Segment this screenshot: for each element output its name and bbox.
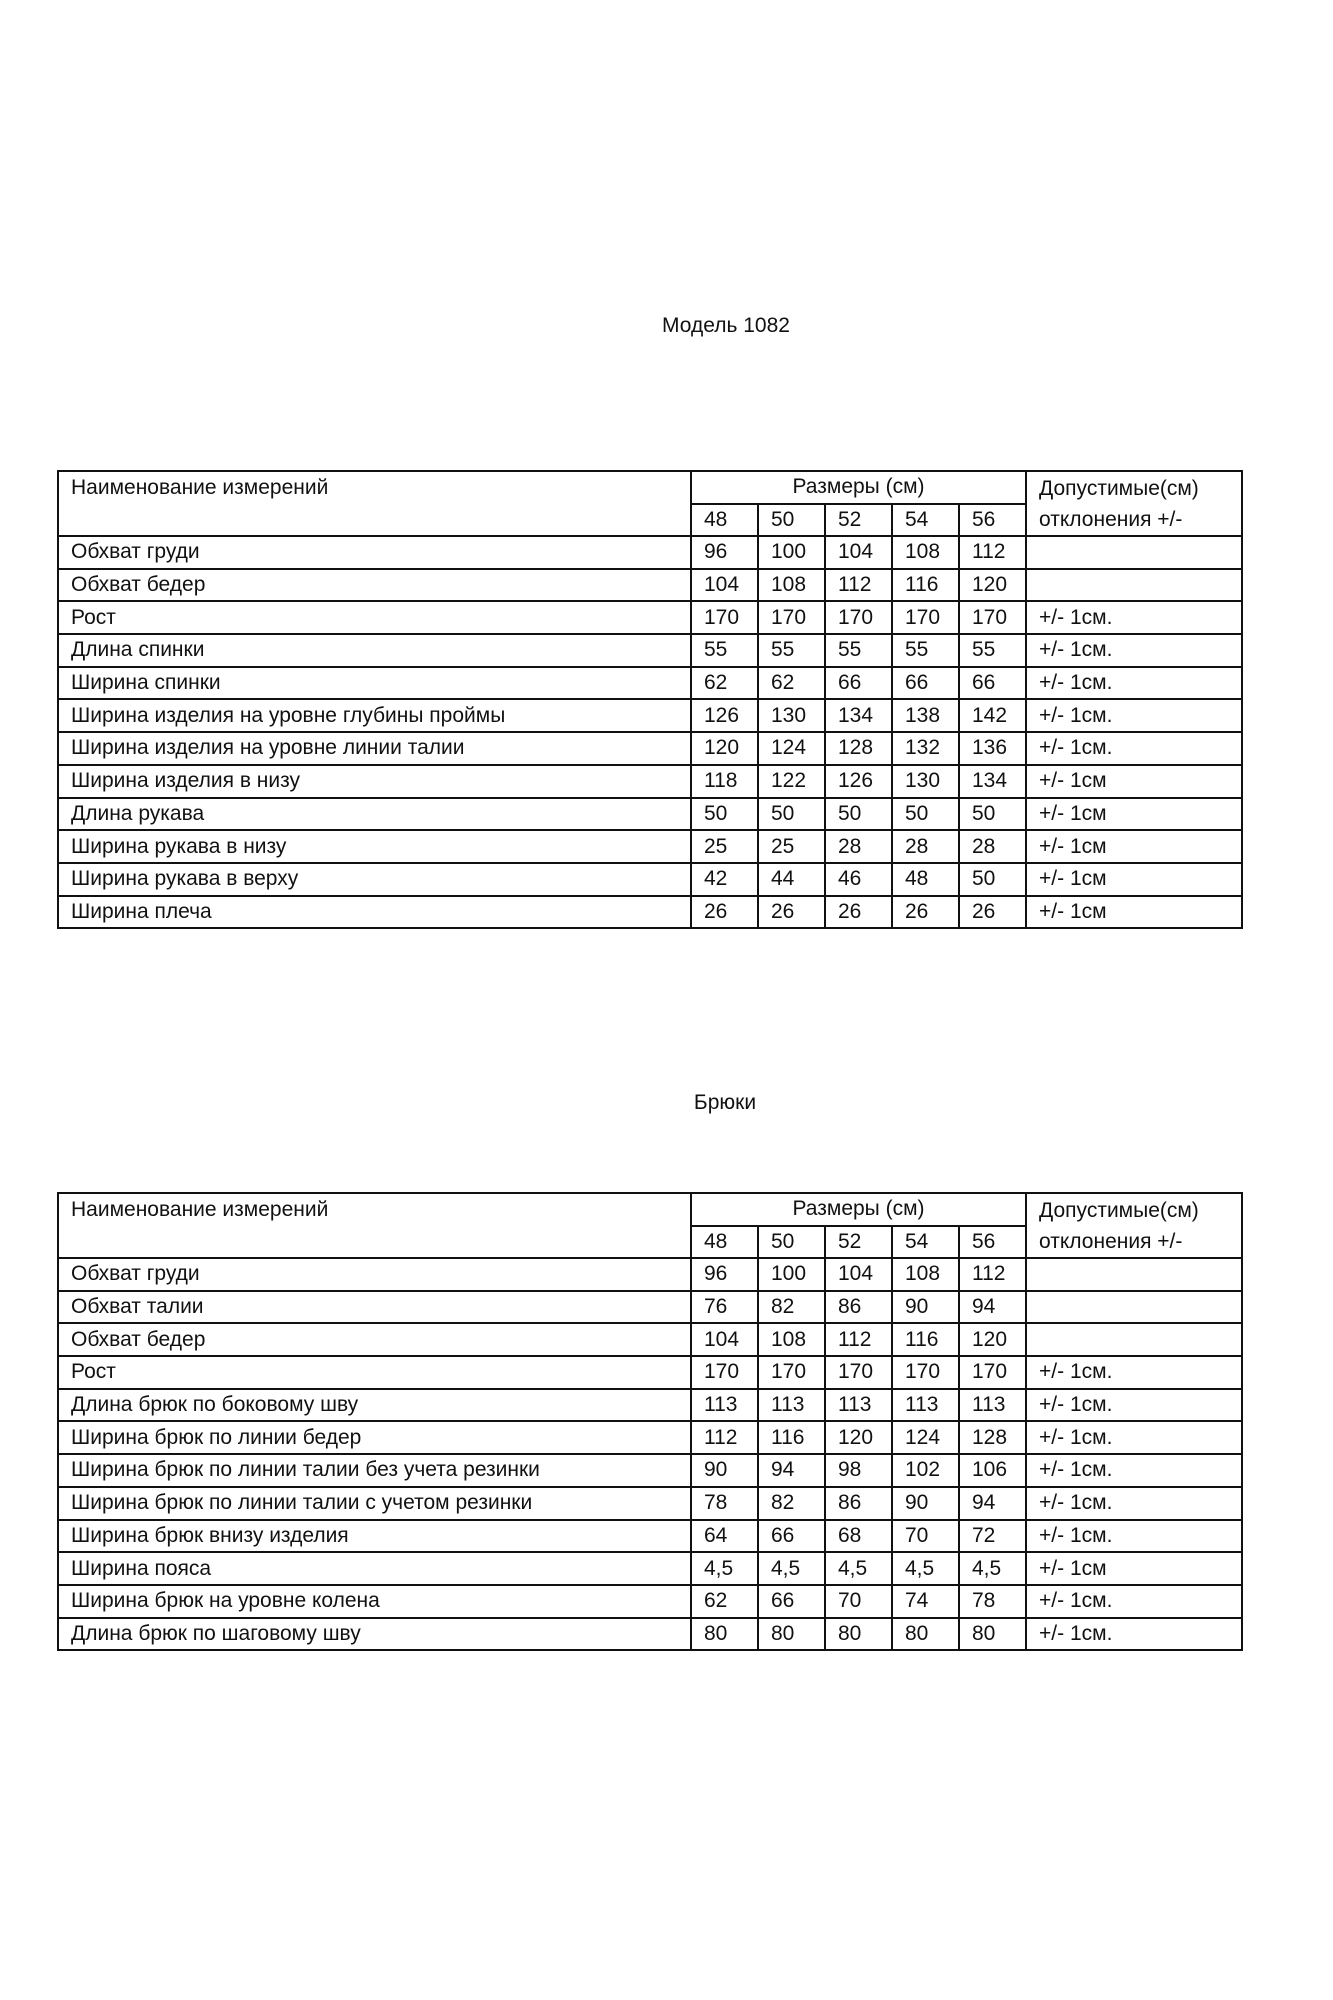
measurement-name: Рост [58, 601, 691, 634]
size-chart-table-model [57, 470, 1243, 929]
size-chart-table-trousers [57, 1192, 1243, 1651]
size-value: 26 [758, 896, 825, 929]
size-value: 66 [959, 667, 1026, 700]
header-row [58, 471, 1242, 504]
column-header-name: Наименование измерений [58, 471, 691, 536]
size-value: 98 [825, 1454, 892, 1487]
tolerance-value: +/- 1см. [1026, 1487, 1242, 1520]
tolerance-value: +/- 1см. [1026, 1421, 1242, 1454]
size-header-cell: 50 [758, 1226, 825, 1259]
table-row [58, 634, 1242, 667]
measurement-name: Обхват груди [58, 1258, 691, 1291]
size-value: 126 [825, 765, 892, 798]
size-header-cell: 50 [758, 504, 825, 537]
size-value: 96 [691, 536, 758, 569]
size-value: 25 [758, 830, 825, 863]
table-row [58, 1487, 1242, 1520]
size-value: 4,5 [758, 1552, 825, 1585]
size-header-cell: 48 [691, 504, 758, 537]
tolerance-value: +/- 1см. [1026, 667, 1242, 700]
size-value: 80 [959, 1618, 1026, 1651]
tolerance-value: +/- 1см [1026, 1552, 1242, 1585]
measurement-name: Ширина брюк внизу изделия [58, 1520, 691, 1553]
size-header-cell: 54 [892, 504, 959, 537]
size-value: 170 [825, 1356, 892, 1389]
tolerance-value [1026, 1291, 1242, 1324]
tolerance-value [1026, 1323, 1242, 1356]
size-value: 62 [691, 1585, 758, 1618]
size-value: 4,5 [691, 1552, 758, 1585]
size-value: 112 [825, 569, 892, 602]
size-value: 128 [959, 1421, 1026, 1454]
tolerance-value: +/- 1см. [1026, 1618, 1242, 1651]
size-value: 74 [892, 1585, 959, 1618]
size-value: 104 [825, 1258, 892, 1291]
size-value: 66 [892, 667, 959, 700]
model-title: Модель 1082 [662, 314, 790, 337]
tolerance-value: +/- 1см. [1026, 1520, 1242, 1553]
size-value: 113 [758, 1389, 825, 1422]
size-value: 42 [691, 863, 758, 896]
table-row [58, 896, 1242, 929]
tolerance-value: +/- 1см. [1026, 732, 1242, 765]
table-row [58, 765, 1242, 798]
size-value: 132 [892, 732, 959, 765]
measurement-name: Ширина рукава в низу [58, 830, 691, 863]
size-value: 80 [825, 1618, 892, 1651]
size-value: 72 [959, 1520, 1026, 1553]
size-value: 126 [691, 699, 758, 732]
table-row [58, 1291, 1242, 1324]
size-value: 170 [758, 601, 825, 634]
size-value: 90 [691, 1454, 758, 1487]
header-row [58, 1193, 1242, 1226]
size-value: 104 [691, 1323, 758, 1356]
measurement-name: Обхват бедер [58, 569, 691, 602]
table-row [58, 1421, 1242, 1454]
table-row [58, 699, 1242, 732]
measurement-name: Ширина брюк на уровне колена [58, 1585, 691, 1618]
table-row [58, 1552, 1242, 1585]
size-value: 94 [959, 1487, 1026, 1520]
size-value: 108 [758, 1323, 825, 1356]
size-value: 130 [758, 699, 825, 732]
table-row [58, 1323, 1242, 1356]
size-value: 108 [758, 569, 825, 602]
tolerance-value: +/- 1см. [1026, 1356, 1242, 1389]
size-value: 50 [825, 798, 892, 831]
tolerance-value: +/- 1см [1026, 863, 1242, 896]
measurement-name: Рост [58, 1356, 691, 1389]
measurement-name: Ширина пояса [58, 1552, 691, 1585]
size-value: 116 [758, 1421, 825, 1454]
table-row [58, 863, 1242, 896]
table-row [58, 830, 1242, 863]
size-value: 104 [691, 569, 758, 602]
measurement-name: Ширина рукава в верху [58, 863, 691, 896]
size-value: 90 [892, 1487, 959, 1520]
table-row [58, 667, 1242, 700]
tolerance-value: +/- 1см. [1026, 601, 1242, 634]
size-value: 80 [691, 1618, 758, 1651]
size-value: 55 [825, 634, 892, 667]
size-value: 112 [959, 536, 1026, 569]
size-value: 50 [959, 798, 1026, 831]
column-header-tolerance [1026, 471, 1242, 536]
table-row [58, 732, 1242, 765]
size-value: 96 [691, 1258, 758, 1291]
size-value: 170 [825, 601, 892, 634]
column-header-sizes: Размеры (см) [691, 1193, 1026, 1226]
size-value: 134 [825, 699, 892, 732]
size-value: 68 [825, 1520, 892, 1553]
size-value: 120 [825, 1421, 892, 1454]
size-value: 50 [892, 798, 959, 831]
size-value: 4,5 [892, 1552, 959, 1585]
measurement-name: Ширина брюк по линии талии с учетом резинки [58, 1487, 691, 1520]
size-value: 50 [691, 798, 758, 831]
measurement-name: Ширина спинки [58, 667, 691, 700]
column-header-name: Наименование измерений [58, 1193, 691, 1258]
tolerance-value: +/- 1см. [1026, 699, 1242, 732]
size-value: 28 [892, 830, 959, 863]
size-value: 44 [758, 863, 825, 896]
size-header-cell: 52 [825, 504, 892, 537]
size-header-cell: 52 [825, 1226, 892, 1259]
size-value: 120 [691, 732, 758, 765]
size-value: 102 [892, 1454, 959, 1487]
size-value: 170 [691, 601, 758, 634]
measurement-name: Обхват бедер [58, 1323, 691, 1356]
size-value: 138 [892, 699, 959, 732]
size-value: 170 [892, 601, 959, 634]
tolerance-value: +/- 1см [1026, 830, 1242, 863]
tolerance-value: +/- 1см [1026, 798, 1242, 831]
column-header-sizes: Размеры (см) [691, 471, 1026, 504]
size-value: 118 [691, 765, 758, 798]
size-value: 76 [691, 1291, 758, 1324]
size-value: 66 [825, 667, 892, 700]
size-value: 26 [959, 896, 1026, 929]
table-row [58, 1618, 1242, 1651]
tolerance-value: +/- 1см [1026, 765, 1242, 798]
size-value: 120 [959, 1323, 1026, 1356]
tolerance-header-line1: Допустимые(см) [1039, 1199, 1199, 1222]
size-value: 116 [892, 569, 959, 602]
tolerance-value [1026, 569, 1242, 602]
size-value: 128 [825, 732, 892, 765]
table-row [58, 1585, 1242, 1618]
size-value: 113 [691, 1389, 758, 1422]
size-value: 80 [758, 1618, 825, 1651]
size-header-cell: 54 [892, 1226, 959, 1259]
size-value: 108 [892, 1258, 959, 1291]
size-value: 70 [892, 1520, 959, 1553]
table-row [58, 1258, 1242, 1291]
table-row [58, 798, 1242, 831]
size-value: 124 [892, 1421, 959, 1454]
size-value: 46 [825, 863, 892, 896]
size-value: 82 [758, 1487, 825, 1520]
size-value: 90 [892, 1291, 959, 1324]
size-value: 28 [959, 830, 1026, 863]
table-row [58, 536, 1242, 569]
size-value: 78 [691, 1487, 758, 1520]
measurement-name: Обхват талии [58, 1291, 691, 1324]
size-value: 4,5 [825, 1552, 892, 1585]
tolerance-value: +/- 1см. [1026, 1389, 1242, 1422]
size-value: 113 [892, 1389, 959, 1422]
measurement-name: Длина брюк по боковому шву [58, 1389, 691, 1422]
size-value: 170 [959, 1356, 1026, 1389]
size-value: 170 [959, 601, 1026, 634]
measurement-name: Ширина брюк по линии талии без учета резинки [58, 1454, 691, 1487]
size-value: 112 [825, 1323, 892, 1356]
table-row [58, 601, 1242, 634]
size-value: 82 [758, 1291, 825, 1324]
size-value: 113 [825, 1389, 892, 1422]
measurement-name: Ширина брюк по линии бедер [58, 1421, 691, 1454]
size-value: 55 [892, 634, 959, 667]
table-row [58, 1356, 1242, 1389]
size-value: 50 [959, 863, 1026, 896]
size-value: 108 [892, 536, 959, 569]
size-value: 25 [691, 830, 758, 863]
size-value: 94 [758, 1454, 825, 1487]
size-value: 66 [758, 1520, 825, 1553]
size-value: 94 [959, 1291, 1026, 1324]
size-value: 134 [959, 765, 1026, 798]
measurement-name: Обхват груди [58, 536, 691, 569]
size-value: 142 [959, 699, 1026, 732]
table-row [58, 1389, 1242, 1422]
measurement-name: Длина спинки [58, 634, 691, 667]
size-value: 70 [825, 1585, 892, 1618]
size-value: 55 [691, 634, 758, 667]
size-value: 28 [825, 830, 892, 863]
size-value: 78 [959, 1585, 1026, 1618]
tolerance-header-line1: Допустимые(см) [1039, 477, 1199, 500]
size-value: 86 [825, 1291, 892, 1324]
size-value: 130 [892, 765, 959, 798]
size-value: 26 [691, 896, 758, 929]
table-body [58, 1193, 1242, 1650]
size-value: 136 [959, 732, 1026, 765]
table-row [58, 569, 1242, 602]
tolerance-header-line2: отклонения +/- [1039, 508, 1183, 531]
size-value: 4,5 [959, 1552, 1026, 1585]
size-value: 66 [758, 1585, 825, 1618]
size-value: 124 [758, 732, 825, 765]
tolerance-value: +/- 1см. [1026, 634, 1242, 667]
size-value: 120 [959, 569, 1026, 602]
size-value: 122 [758, 765, 825, 798]
size-value: 112 [959, 1258, 1026, 1291]
trousers-title: Брюки [693, 1091, 757, 1114]
size-value: 116 [892, 1323, 959, 1356]
measurement-name: Ширина изделия в низу [58, 765, 691, 798]
tolerance-value: +/- 1см. [1026, 1454, 1242, 1487]
measurement-name: Ширина изделия на уровне линии талии [58, 732, 691, 765]
size-value: 170 [758, 1356, 825, 1389]
size-header-cell: 48 [691, 1226, 758, 1259]
size-value: 48 [892, 863, 959, 896]
size-value: 26 [892, 896, 959, 929]
measurement-name: Ширина изделия на уровне глубины проймы [58, 699, 691, 732]
size-value: 106 [959, 1454, 1026, 1487]
table-row [58, 1520, 1242, 1553]
measurement-name: Длина рукава [58, 798, 691, 831]
size-value: 86 [825, 1487, 892, 1520]
size-value: 170 [691, 1356, 758, 1389]
size-value: 50 [758, 798, 825, 831]
measurement-name: Ширина плеча [58, 896, 691, 929]
size-value: 104 [825, 536, 892, 569]
size-value: 170 [892, 1356, 959, 1389]
size-value: 62 [758, 667, 825, 700]
tolerance-header-line2: отклонения +/- [1039, 1230, 1183, 1253]
size-value: 62 [691, 667, 758, 700]
tolerance-value: +/- 1см [1026, 896, 1242, 929]
size-value: 100 [758, 536, 825, 569]
size-value: 26 [825, 896, 892, 929]
column-header-tolerance [1026, 1193, 1242, 1258]
size-value: 113 [959, 1389, 1026, 1422]
table-body [58, 471, 1242, 928]
size-value: 100 [758, 1258, 825, 1291]
tolerance-value [1026, 1258, 1242, 1291]
tolerance-value [1026, 536, 1242, 569]
size-value: 55 [959, 634, 1026, 667]
table-row [58, 1454, 1242, 1487]
size-value: 55 [758, 634, 825, 667]
size-header-cell: 56 [959, 504, 1026, 537]
tolerance-value: +/- 1см. [1026, 1585, 1242, 1618]
size-value: 80 [892, 1618, 959, 1651]
measurement-name: Длина брюк по шаговому шву [58, 1618, 691, 1651]
size-value: 64 [691, 1520, 758, 1553]
size-header-cell: 56 [959, 1226, 1026, 1259]
size-value: 112 [691, 1421, 758, 1454]
